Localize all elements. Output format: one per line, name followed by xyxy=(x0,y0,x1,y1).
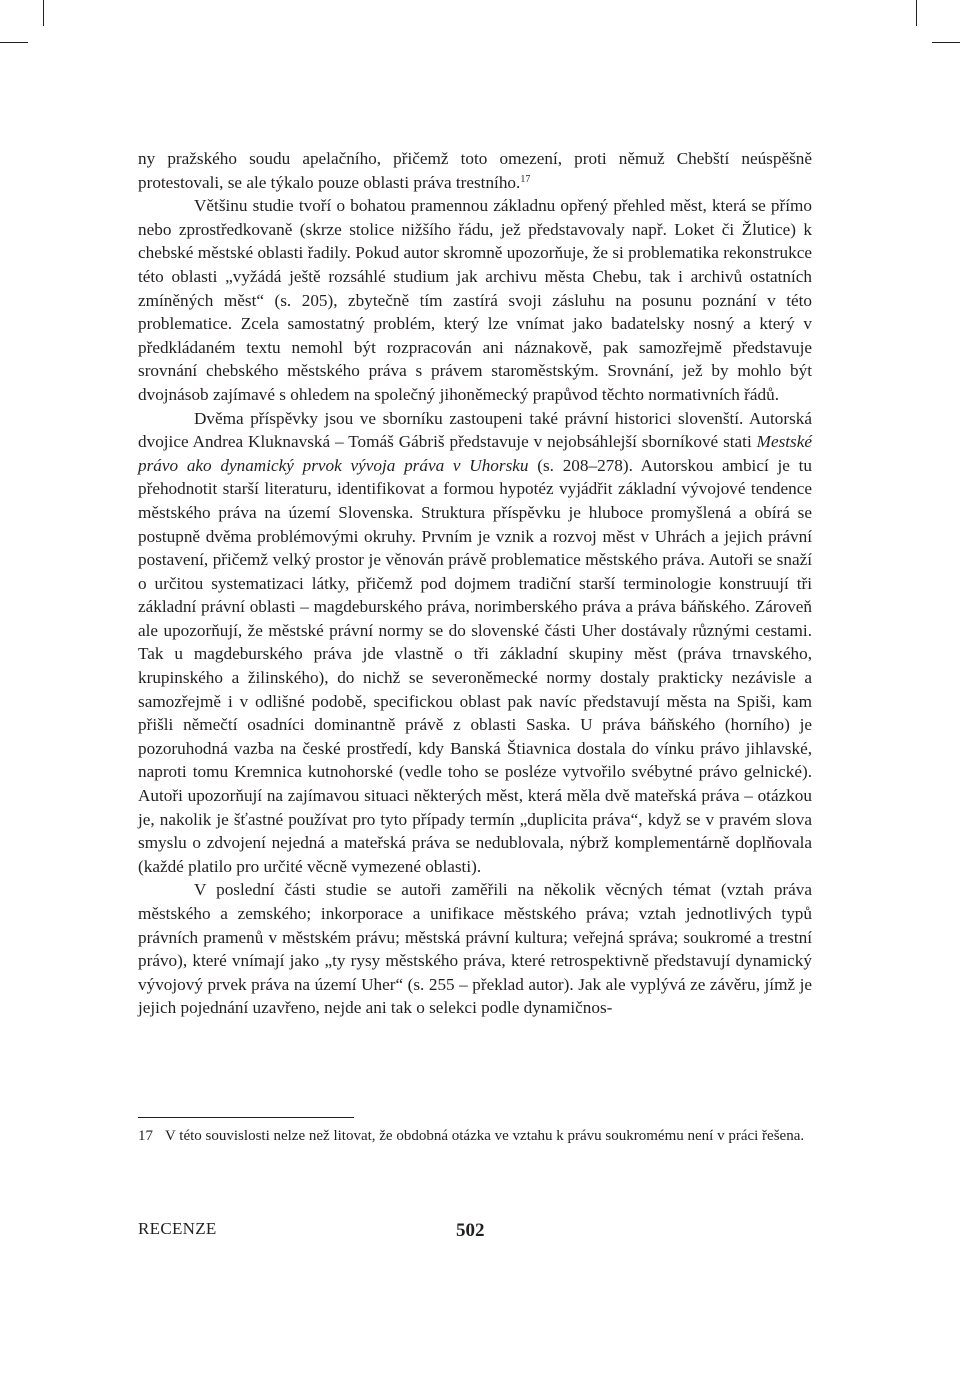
crop-mark-top-left-horizontal xyxy=(0,42,28,43)
crop-mark-top-right-horizontal xyxy=(932,42,960,43)
crop-mark-top-right xyxy=(916,0,917,26)
footnote-rule xyxy=(138,1117,354,1118)
body-paragraph xyxy=(138,194,812,406)
paragraph-text: ny pražského soudu apelačního, přičemž toto omezení, proti němuž Chebští neúspěšně protestovali, se ale týkalo pouze oblasti práva trestního. xyxy=(138,149,812,192)
running-footer: RECENZE xyxy=(138,1219,217,1238)
page-body-text xyxy=(138,147,812,1020)
footnote-reference: 17 xyxy=(520,173,531,185)
body-paragraph xyxy=(138,407,812,879)
footnote-number: 17 xyxy=(138,1128,153,1144)
paragraph-text: V poslední části studie se autoři zaměřili na několik věcných témat (vztah práva městského a zemského; inkorporace a unifikace městského práva; vztah jednotlivých typů právních pramenů v městském právu; městská právní kultura; veřejná správa; soukromé a trestní právo), které vnímají jako „ty rysy městského práva, které retrospektivně představují dynamický vývojový prvek práva na území Uher“ (s. 255 – překlad autor). Jak ale vyplývá ze závěru, jímž je jejich pojednání uzavřeno, nejde ani tak o selekci podle dynamičnos- xyxy=(138,880,812,1018)
body-paragraph xyxy=(138,878,812,1020)
paragraph-text: Většinu studie tvoří o bohatou pramennou základnu opřený přehled měst, která se přímo nebo zprostředkovaně (skrze stolice nižšího řádu, jež představovaly např. Loket či Žlutice) k chebské městské oblasti řadily. Pokud autor skromně upozorňuje, že si problematika rekonstrukce této oblasti „vyžádá ještě rozsáhlé studium jak archivu města Chebu, tak i archivů ostatních zmíněných měst“ (s. 205), zbytečně tím zastírá svoji zásluhu na posunu poznání v této problematice. Zcela samostatný problém, který lze vnímat jako badatelsky nosný a který v předkládaném textu nemohl být rozpracován ani náznakově, pak samozřejmě představuje srovnání chebského městského práva s právem staroměstským. Srovnání, jež by mohlo být dvojnásob zajímavé s ohledem na společný jihoněmecký prapůvod těchto normativních řádů. xyxy=(138,196,812,404)
body-paragraph xyxy=(138,147,812,194)
paragraph-text: (s. 208–278). Autorskou ambicí je tu přehodnotit starší literaturu, identifikovat a formou hypotéz vyjádřit základní vývojové tendence městského práva na území Slovenska. Struktura příspěvku je hluboce promyšlená a obírá se postupně dvěma problémovými okruhy. Prvním je vznik a rozvoj měst v Uhrách a jejich právní postavení, přičemž velký prostor je věnován právě problematice městského práva. Autoři se snaží o určitou systematizaci látky, přičemž pod dojmem tradiční starší terminologie konstruují tři základní právní oblasti – magdeburského práva, norimberského práva a práva báňského. Zároveň ale upozorňují, že městské právní normy se do slovenské části Uher dostávaly různými cestami. Tak u magdeburského práva jde vlastně o tři základní skupiny měst (práva trnavského, krupinského a žilinského), do nichž se severoněmecké normy dostaly prakticky nezávisle a samozřejmě i v odlišné podobě, specifickou oblast pak navíc představují města na Spiši, kam přišli němečtí osadníci dominantně právě z oblasti Saska. U práva báňského (horního) je pozoruhodná vazba na české prostředí, kdy Banská Štiavnica dostala do vínku právo jihlavské, naproti tomu Kremnica kutnohorské (vedle toho se posléze vytvořilo svébytné právo gelnické). Autoři upozorňují na zajímavou situaci některých měst, která měla dvě mateřská práva – otázkou je, nakolik je šťastné používat pro tyto případy termín „duplicita práva“, když se v pravém slova smyslu o zdvojení nejedná a mateřská práva se nedublovala, nýbrž komplementárně doplňovala (každé platilo pro určité věcně vymezené oblasti). xyxy=(138,455,812,876)
footnote xyxy=(138,1126,812,1147)
italic-title: Mestské právo ako dynamický prvok vývoja práva v Uhorsku xyxy=(138,432,812,475)
paragraph-text: Dvěma příspěvky jsou ve sborníku zastoupeni také právní historici slovenští. Autorská dvojice Andrea Kluknavská – Tomáš Gábriš představuje v nejobsáhlejší sborníkové stati xyxy=(138,408,812,452)
crop-mark-top-left xyxy=(43,0,44,26)
footnote-text: V této souvislosti nelze než litovat, že obdobná otázka ve vztahu k právu soukromému není v práci řešena. xyxy=(165,1128,805,1144)
page-number: 502 xyxy=(456,1220,485,1241)
